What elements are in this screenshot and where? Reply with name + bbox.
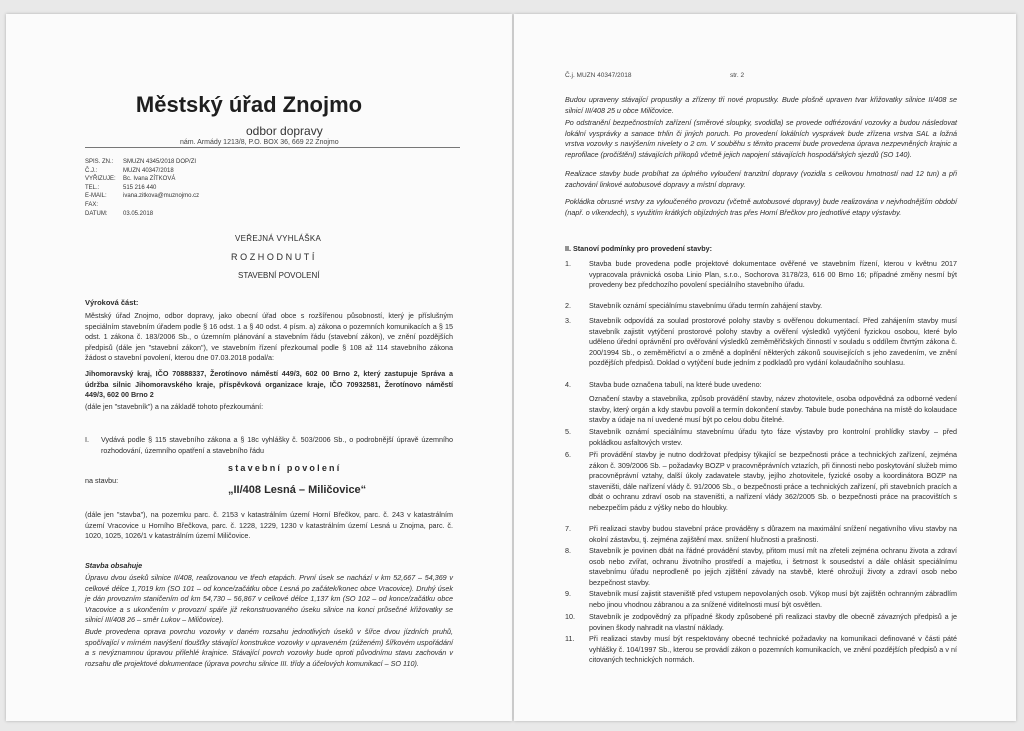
- condition-item: [514, 612, 1016, 634]
- conditions-section-heading: II. Stanoví podmínky pro provedení stavby:: [565, 244, 712, 253]
- office-address: nám. Armády 1213/8, P.O. BOX 36, 669 22 Znojmo: [180, 139, 339, 146]
- condition-text: Stavebník je zodpovědný za případné škody způsobené při realizaci stavby dle obecně závazných předpisů a je povinen škody nahradit na vlastní náklady.: [589, 612, 957, 632]
- paragraph: Městský úřad Znojmo, odbor dopravy, jako obecní úřad obce s rozšířenou působností, který je příslušným speciálním stavebním úřadem podle § 16 odst. 1 a § 40 odst. 4 písm. a) zákona o pozemních komunikacích a § 15 odst. 1 zákona č. 183/2006 Sb., o územním plánování a stavebním řádu (stavební zákon), ve znění pozdějších předpisů (dále jen "stavební zákon"), ve stavebním řízení přezkoumal podle § 108 až 114 stavebního zákona žádost o stavební povolení, kterou dne 07.03.2018 podal/a:: [85, 311, 453, 362]
- meta-value: Bc. Ivana ZÍTKOVÁ: [123, 176, 176, 183]
- verdict-section-heading: Výroková část:: [85, 298, 139, 307]
- condition-item: [514, 394, 1016, 426]
- condition-item: [514, 380, 1016, 392]
- condition-item: [514, 524, 1016, 546]
- condition-text: Stavebník musí zajistit staveniště před vstupem nepovolaných osob. Výkop musí být zajištěn ochranným zábradlím nebo jinou vhodnou zábranou a za snížené viditelnosti musí být osvětlen.: [589, 589, 957, 609]
- meta-value: [123, 201, 303, 210]
- paragraph: Bude provedena oprava povrchu vozovky v daném rozsahu jednotlivých úseků v šířce dvou jízdních pruhů, spočívající v mírném navýšení tloušťky stávající konstrukce vozovky v upraveném (zúženém) šířkovém uspořádání a s nevýznamnou úpravou přilehlé krajnice. Stávající povrch vozovky bude oproti původnímu stavu zachován v rozsahu dle projektové dokumentace (úprava povrchu silnice III. třídy a účelových komunikací – SO 110).: [85, 627, 453, 668]
- condition-number: 1.: [565, 259, 571, 268]
- document-page-1: [6, 14, 512, 721]
- condition-text: Při realizaci stavby musí být respektovány obecné technické požadavky na komunikaci definované v části páté vyhlášky č. 104/1997 Sb., kterou se provádí zákon o pozemních komunikacích, ve znění pozdějších předpisů a v ní citovaných technických normách.: [589, 634, 957, 664]
- for-construction-label: na stavbu:: [85, 476, 119, 485]
- paragraph: (dále jen "stavba"), na pozemku parc. č. 2153 v katastrálním území Horní Břečkov, parc. č. 243 v katastrálním území Vracovice u Horního Břečkova, parc. č. 1228, 1229, 1230 v katastrálním území Lesná u Znojma, parc. č. 1020, 1025, 1026/1 v katastrálním území Miličovice.: [85, 510, 453, 540]
- meta-value: MUZN 40347/2018: [123, 167, 174, 174]
- condition-number: 3.: [565, 316, 571, 325]
- meta-label: TEL.:: [85, 184, 100, 191]
- condition-item: [514, 450, 1016, 524]
- building-permit-line: stavební povolení: [228, 463, 342, 473]
- condition-number: 9.: [565, 589, 571, 598]
- condition-number: 6.: [565, 450, 571, 459]
- condition-item: [514, 589, 1016, 611]
- meta-label: Č.J.:: [85, 167, 98, 174]
- meta-label: SPIS. ZN.:: [85, 159, 114, 165]
- public-notice-heading: VEŘEJNÁ VYHLÁŠKA: [235, 234, 322, 243]
- condition-item: [514, 546, 1016, 589]
- condition-number: 4.: [565, 380, 571, 389]
- condition-item: [514, 316, 1016, 380]
- office-title: Městský úřad Znojmo: [135, 92, 363, 117]
- condition-text: Stavebník oznámí speciálnímu stavebnímu úřadu termín zahájení stavby.: [589, 301, 823, 310]
- permit-heading: STAVEBNÍ POVOLENÍ: [238, 271, 320, 280]
- meta-value: 515 216 440: [123, 184, 157, 191]
- paragraph: Po odstranění bezpečnostních zařízení (směrové sloupky, svodidla) se provede odfrézování vozovky a budou následovat lokální vysprávky a sanace trhlin či jiných poruch. Po provedení lokálních vysprávek bude zřízena vrstva SAL a ložná vrstva vozovky s navýšením nivelety o 2 cm. V souběhu s těmito pracemi bude provedena úprava nezpevněných krajnic a reprofilace (pročištění) stávajících příkopů včetně jejich napojení stávajících hospodářských sjezdů (SO 140).: [565, 118, 957, 159]
- meta-label: E-MAIL:: [85, 193, 107, 200]
- item-text: Vydává podle § 115 stavebního zákona a § 18c vyhlášky č. 503/2006 Sb., o podrobnější úpravě územního rozhodování, územního opatření a stavebního řádu: [101, 435, 453, 455]
- meta-labels: [85, 158, 125, 218]
- reference-number: Č.j. MUZN 40347/2018: [565, 72, 632, 79]
- meta-value: 03.05.2018: [123, 210, 154, 217]
- condition-number: 10.: [565, 612, 575, 621]
- condition-item: [514, 259, 1016, 291]
- paragraph: (dále jen "stavebník") a na základě tohoto přezkoumání:: [85, 402, 264, 411]
- document-page-2: [514, 14, 1016, 721]
- condition-text: Při provádění stavby je nutno dodržovat předpisy týkající se bezpečnosti práce a technických zařízení, zejména zákon č. 309/2006 Sb. – požadavky BOZP v pracovněprávních vztazích, při činnosti nebo poskytování služeb mimo pracovněprávní vztahy, další úkoly zadavatele stavby, jejího zhotovitele, fyzické osoby a koordinátora BOZP na staveništi, dále nařízení vlády č. 91/2006 Sb., o bezpečnosti práce a technických zařízení, při stavebních pracích a dbát o ochranu zdraví osob na staveništi, a nařízení vlády 362/2005 Sb. o bezpečnosti práce na pracovištích s nebezpečím pádu z výšky nebo do hloubky.: [589, 450, 957, 512]
- condition-number: 2.: [565, 301, 571, 310]
- meta-label: DATUM:: [85, 210, 108, 217]
- condition-text: Stavba bude označena tabulí, na které bude uvedeno:: [589, 380, 762, 389]
- meta-value: SMUZN 4345/2018 DOP/ZI: [123, 159, 197, 165]
- condition-number: 11.: [565, 634, 575, 643]
- decision-heading: ROZHODNUTÍ: [231, 252, 317, 262]
- condition-number: 7.: [565, 524, 571, 533]
- meta-value: ivana.zitkova@muznojmo.cz: [123, 193, 200, 200]
- header-divider: [85, 147, 460, 148]
- condition-text: Stavebník je povinen dbát na řádné provádění stavby, přitom musí mít na zřeteli zejména ochranu života a zdraví osob nebo zvířat, ochranu životního prostředí a majetku, i šetrnost k sousedství a dále ohlásit speciálnímu stavebnímu úřadu neprodleně po jejich zjištění závady na stavbě, které ohrožují životy a zdraví osob nebo bezpečnost stavby.: [589, 546, 957, 587]
- condition-text: Stavba bude provedena podle projektové dokumentace ověřené ve stavebním řízení, kterou v květnu 2017 vypracovala právnická osoba Linio Plan, s.r.o., Sochorova 3178/23, 616 00 Brno 16; případné změny nesmí být provedeny bez předchozího povolení speciálního stavebního úřadu.: [589, 259, 957, 289]
- condition-number: 8.: [565, 546, 571, 555]
- condition-text: Stavebník oznámí speciálnímu stavebnímu úřadu tyto fáze výstavby pro kontrolní prohlídky stavby – před pokládkou asfaltových vrstev.: [589, 427, 957, 447]
- paragraph: Budou upraveny stávající propustky a zřízeny tři nové propustky. Bude plošně upraven tvar křižovatky silnice II/408 se silnicí III/408 25 u obce Miličovice.: [565, 95, 957, 115]
- construction-name: „II/408 Lesná – Miličovice“: [228, 484, 367, 496]
- condition-text: Stavebník odpovídá za soulad prostorové polohy stavby s ověřenou dokumentací. Před zahájením stavby musí stavebník zajistit vytýčení prostorové polohy stavby a ověření výsledků vytýčení fyzickou osobou, které bylo uděleno úřední oprávnění pro ověřování výsledků zeměměřičských činností v souladu s oddílem čtvrtým zákona č. 200/1994 Sb., o zeměměřictví a o změně a doplnění některých zákonů souvisejících s jeho zavedením, ve znění pozdějších předpisů. Doklad o vytýčení bude jedním z podkladů pro vydání kolaudačního souhlasu.: [589, 316, 957, 367]
- condition-item: [514, 427, 1016, 449]
- condition-number: 5.: [565, 427, 571, 436]
- department-subtitle: odbor dopravy: [246, 124, 323, 138]
- meta-values: [123, 158, 303, 218]
- condition-item: [514, 634, 1016, 666]
- item-number: I.: [85, 435, 89, 444]
- condition-text: Při realizaci stavby budou stavební práce prováděny s důrazem na maximální snížení negativního vlivu stavby na okolní zástavbu, tj. zejména zajištění max. snížení hlučnosti a prašnosti.: [589, 524, 957, 544]
- paragraph: Pokládka obrusné vrstvy za vyloučeného provozu (včetně autobusové dopravy) bude realizována v nejvhodnějším období (např. o víkendech), s využitím krátkých objízdných tras přes Horní Břečkov pro jednotlivé etapy výstavby.: [565, 197, 957, 217]
- paragraph: Realizace stavby bude probíhat za úplného vyloučení tranzitní dopravy (vozidla s celkovou hmotností nad 12 tun) a při zachování linkové autobusové dopravy a místní dopravy.: [565, 169, 957, 189]
- meta-label: VYŘIZUJE:: [85, 176, 116, 183]
- construction-contents-heading: Stavba obsahuje: [85, 561, 143, 570]
- condition-text: Označení stavby a stavebníka, způsob provádění stavby, název zhotovitele, osoba odpovědná za odborné vedení stavby, který orgán a kdy stavbu povolil a termín dokončení stavby. Tabule bude ponechána na místě do kolaudace stavby a údaje na ní uvedené musí být po celou dobu čitelné.: [589, 394, 957, 424]
- applicant-paragraph: Jihomoravský kraj, IČO 70888337, Žerotínovo náměstí 449/3, 602 00 Brno 2, který zastupuje Správa a údržba silnic Jihomoravského kraje, příspěvková organizace kraje, IČO 70932581, Žerotínovo náměstí 449/3, 602 00 Brno 2: [85, 369, 453, 399]
- condition-item: [514, 301, 1016, 313]
- paragraph: Úpravu dvou úseků silnice II/408, realizovanou ve třech etapách. První úsek se nachází v km 52,667 – 54,369 v celkové délce 1,7019 km (SO 101 – od konce/začátku obce Lesná po začátek/konec obce Vracovice). Druhý úsek je dán provozním staničením od km 54,730 – 56,867 v celkové délce 1,137 km (SO 102 – od konce/začátku obce Vracovice a s ukončením v provozní spáře již rekonstruovaného úseku silnice na konci průsečné křižovatky se silnicí III/408 26 – směr Lukov – Miličovice).: [85, 573, 453, 624]
- page-number: str. 2: [730, 72, 745, 79]
- meta-label: FAX:: [85, 201, 99, 208]
